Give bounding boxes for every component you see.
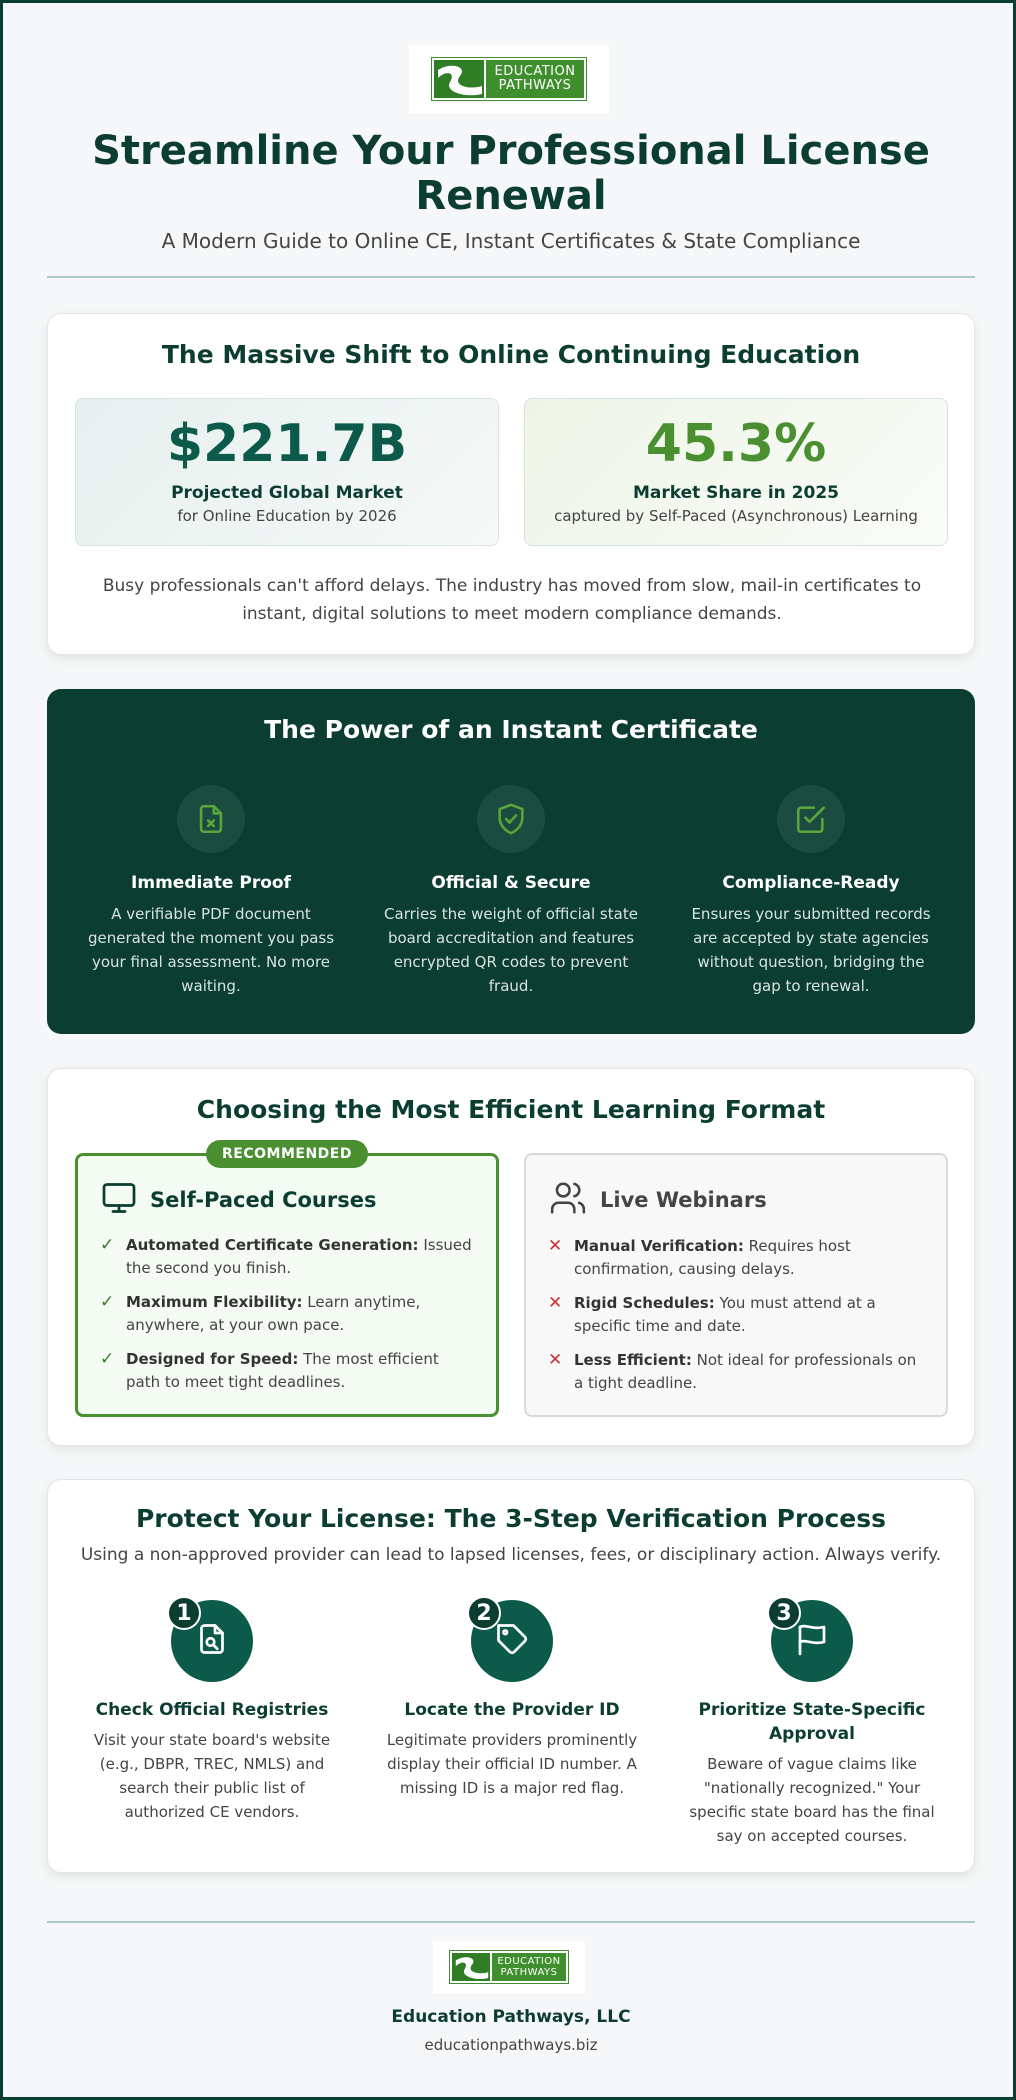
step-provider-id (362, 1600, 662, 1800)
verification-subtitle: Using a non-approved provider can lead to lapsed licenses, fees, or disciplinary action. Always verify. (80, 1545, 942, 1565)
step-number: 2 (467, 1596, 501, 1630)
x-icon: ✕ (548, 1293, 563, 1313)
feature-description: Ensures your submitted records are accepted by state agencies without question, bridging the gap to renewal. (691, 905, 931, 995)
x-icon: ✕ (548, 1350, 563, 1370)
feature-title: Immediate Proof (131, 873, 291, 893)
flag-icon (794, 1621, 830, 1661)
item-text: Not ideal for professionals on a tight deadline. (574, 1351, 917, 1392)
feature-title: Compliance-Ready (722, 873, 900, 893)
tag-icon (494, 1621, 530, 1661)
logo-text-line1: EDUCATION (494, 63, 576, 79)
item-text: You must attend at a specific time and date. (574, 1294, 876, 1335)
stat-market-share (524, 398, 948, 546)
users-icon (548, 1179, 588, 1221)
feature-description: A verifiable PDF document generated the moment you pass your final assessment. No more waiting. (87, 905, 335, 995)
item-bold: Less Efficient: (574, 1351, 692, 1369)
logo-path-icon (452, 1953, 492, 1981)
step-description: Visit your state board's website (e.g., DBPR, TREC, NMLS) and search their public list of authorized CE vendors. (93, 1731, 331, 1821)
step-title: Check Official Registries (95, 1700, 329, 1720)
step-state-approval (662, 1600, 962, 1848)
feature-compliance-ready (661, 785, 961, 998)
step-description: Beware of vague claims like "nationally recognized." Your specific state board has the final say on accepted courses. (689, 1755, 935, 1845)
feature-description: Carries the weight of official state board accreditation and features encrypted QR codes to prevent fraud. (384, 905, 638, 995)
webinars-title: Live Webinars (600, 1188, 767, 1212)
item-text: Issued the second you finish. (126, 1236, 472, 1277)
header-logo (409, 45, 609, 113)
recommended-badge: RECOMMENDED (206, 1140, 368, 1168)
page-subtitle: A Modern Guide to Online CE, Instant Certificates & State Compliance (161, 229, 861, 253)
logo-path-icon (434, 60, 486, 98)
stat-sub: for Online Education by 2026 (177, 507, 397, 525)
webinars-card (524, 1153, 948, 1417)
item-text: Requires host confirmation, causing delays. (574, 1237, 851, 1278)
logo-text-line2: PATHWAYS (498, 78, 572, 93)
feature-official-secure (361, 785, 661, 998)
item-bold: Rigid Schedules: (574, 1294, 715, 1312)
list-item (100, 1234, 474, 1280)
stat-value: $221.7B (166, 414, 408, 474)
item-bold: Manual Verification: (574, 1237, 744, 1255)
header-divider (47, 276, 975, 278)
logo-text-line2: PATHWAYS (500, 1967, 558, 1978)
logo-text-line1: EDUCATION (497, 1956, 561, 1967)
check-icon: ✓ (100, 1292, 115, 1312)
footer-logo (433, 1941, 585, 1993)
footer-company: Education Pathways, LLC (391, 2007, 631, 2027)
step-title: Prioritize State-Specific Approval (698, 1700, 926, 1744)
step-icon-circle (471, 1600, 553, 1682)
verification-section (47, 1479, 975, 1873)
footer-divider (47, 1921, 975, 1923)
document-search-icon (194, 1621, 230, 1661)
feature-immediate-proof (61, 785, 361, 998)
feature-title: Official & Secure (431, 873, 591, 893)
page-title: Streamline Your Professional License Renewal (92, 128, 930, 219)
stat-label: Projected Global Market (171, 483, 403, 503)
check-icon: ✓ (100, 1349, 115, 1369)
market-description: Busy professionals can't afford delays. The industry has moved from slow, mail-in certificates to instant, digital solutions to meet modern compliance demands. (102, 576, 922, 624)
stat-market-size (75, 398, 499, 546)
list-item (100, 1291, 474, 1337)
check-icon: ✓ (100, 1235, 115, 1255)
shield-check-icon (477, 785, 545, 853)
self-paced-card (75, 1146, 499, 1417)
monitor-icon (100, 1180, 138, 1220)
file-certificate-icon (177, 785, 245, 853)
list-item (548, 1349, 924, 1395)
step-check-registries (62, 1600, 362, 1824)
market-section (47, 313, 975, 655)
checkbox-icon (777, 785, 845, 853)
item-bold: Maximum Flexibility: (126, 1293, 303, 1311)
x-icon: ✕ (548, 1236, 563, 1256)
self-paced-title: Self-Paced Courses (150, 1188, 377, 1212)
step-number: 1 (167, 1596, 201, 1630)
list-item (548, 1292, 924, 1338)
verification-heading: Protect Your License: The 3-Step Verification Process (135, 1504, 887, 1533)
item-bold: Automated Certificate Generation: (126, 1236, 419, 1254)
item-text: Learn anytime, anywhere, at your own pace. (126, 1293, 421, 1334)
list-item (548, 1235, 924, 1281)
certificate-section (47, 689, 975, 1034)
step-title: Locate the Provider ID (404, 1700, 620, 1720)
stat-value: 45.3% (645, 414, 827, 474)
logo-badge (432, 58, 586, 100)
item-text: The most efficient path to meet tight deadlines. (126, 1350, 439, 1391)
step-description: Legitimate providers prominently display their official ID number. A missing ID is a major red flag. (386, 1731, 638, 1797)
logo-badge (450, 1951, 568, 1983)
step-number: 3 (767, 1596, 801, 1630)
stat-sub: captured by Self-Paced (Asynchronous) Learning (554, 507, 918, 525)
formats-section (47, 1068, 975, 1446)
formats-heading: Choosing the Most Efficient Learning Format (196, 1095, 826, 1124)
item-bold: Designed for Speed: (126, 1350, 299, 1368)
step-icon-circle (171, 1600, 253, 1682)
list-item (100, 1348, 474, 1394)
step-icon-circle (771, 1600, 853, 1682)
market-heading: The Massive Shift to Online Continuing Education (161, 340, 861, 369)
footer-url[interactable]: educationpathways.biz (424, 2036, 598, 2054)
stat-label: Market Share in 2025 (632, 483, 839, 503)
certificate-heading: The Power of an Instant Certificate (264, 715, 758, 744)
